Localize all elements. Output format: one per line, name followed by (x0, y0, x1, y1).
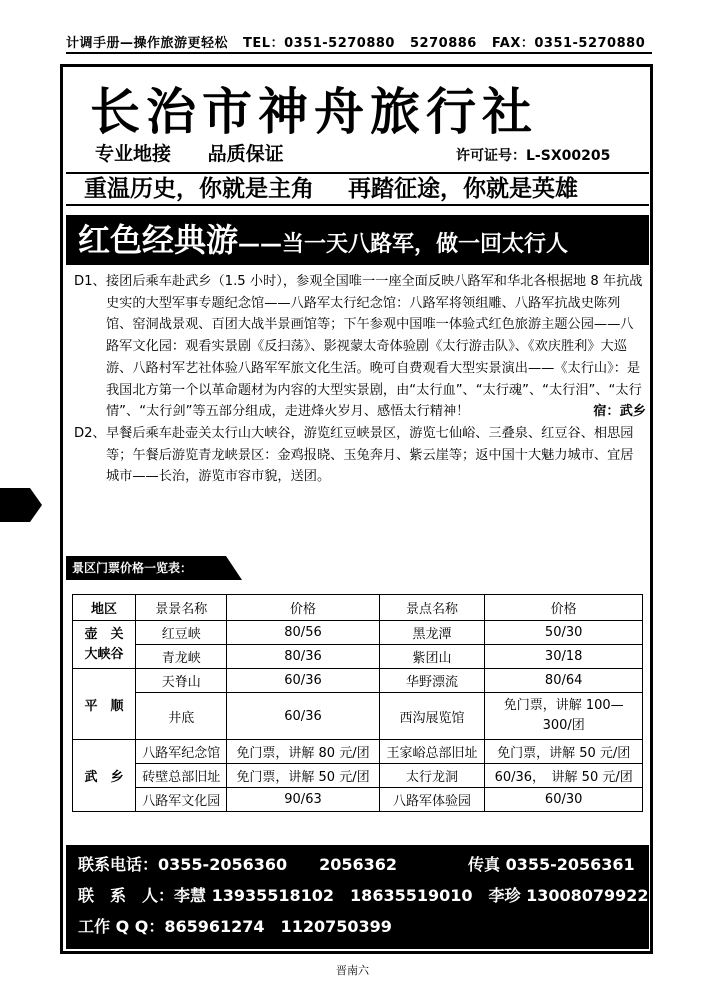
table-row (73, 788, 643, 812)
fax-label: 传真 (468, 855, 506, 874)
day-label: D1、 (74, 274, 106, 289)
site-price: 30/18 (485, 645, 643, 669)
site-price: 免门票，讲解 50 元/团 (485, 740, 643, 764)
fax-number: 0355-2056361 (505, 855, 635, 874)
license-number: 许可证号：L-SX00205 (456, 148, 611, 164)
fax-group (468, 849, 635, 880)
site-name: 黑龙潭 (379, 621, 485, 645)
contact-phone-row (78, 849, 637, 880)
qq-numbers: 865961274 1120750399 (164, 917, 392, 936)
banner-title: 红色经典游 (78, 221, 239, 259)
site-name: 井底 (136, 693, 227, 740)
phone-label: 联系电话： (78, 855, 159, 874)
phone-numbers: 0355-2056360 2056362 (158, 855, 398, 874)
table-header-row (73, 595, 643, 621)
site-price: 60/36， 讲解 50 元/团 (485, 764, 643, 788)
area-pingshun: 平 顺 (73, 669, 136, 740)
header-area: 地区 (73, 595, 136, 621)
prices-title (66, 556, 242, 580)
tel: TEL：0351-5270880 (243, 36, 395, 51)
site-price: 60/30 (485, 788, 643, 812)
tel2: 5270886 (410, 36, 477, 51)
price-line: 300/团 (542, 718, 585, 733)
banner-subtitle: ——当一天八路军，做一回太行人 (238, 232, 569, 257)
table-row (73, 764, 643, 788)
contact-person-row (78, 880, 649, 911)
site-name: 八路军文化园 (136, 788, 227, 812)
price-table (72, 594, 643, 812)
contact-box (66, 845, 649, 949)
site-price: 60/36 (227, 669, 379, 693)
site-name: 砖壁总部旧址 (136, 764, 227, 788)
tagline: 计调手册—操作旅游更轻松 (66, 36, 229, 51)
site-name: 青龙峡 (136, 645, 227, 669)
site-name: 太行龙洞 (379, 764, 485, 788)
site-price: 60/36 (227, 693, 379, 740)
header-site: 景点名称 (379, 595, 485, 621)
site-name: 天脊山 (136, 669, 227, 693)
site-price: 80/56 (227, 621, 379, 645)
agency-name: 长治市神舟旅行社 (90, 83, 538, 141)
area-line: 大峡谷 (84, 646, 124, 662)
slogan-2: 品质保证 (207, 143, 284, 165)
overnight: 宿：武乡 (593, 404, 646, 420)
top-info-bar (66, 32, 652, 54)
table-row (73, 621, 643, 645)
contact-qq-row (78, 911, 637, 942)
side-arrow-icon (0, 488, 42, 522)
person-numbers: 李慧 13935518102 18635519010 李珍 13008079922 (174, 886, 649, 905)
site-price: 免门票，讲解 80 元/团 (227, 740, 379, 764)
itinerary-day-2 (74, 423, 646, 488)
itinerary-day-1 (74, 271, 646, 423)
site-name: 红豆峡 (136, 621, 227, 645)
site-name: 王家峪总部旧址 (379, 740, 485, 764)
area-huguan (73, 621, 136, 669)
area-wuxiang: 武 乡 (73, 740, 136, 812)
table-row (73, 693, 643, 740)
site-name: 华野漂流 (379, 669, 485, 693)
site-price (485, 693, 643, 740)
table-row (73, 740, 643, 764)
itinerary (74, 271, 646, 488)
site-price: 80/36 (227, 645, 379, 669)
header-site: 景景名称 (136, 595, 227, 621)
motto-2: 再踏征途，你就是英雄 (348, 176, 579, 202)
slogan-1: 专业地接 (95, 143, 172, 165)
price-line: 免门票，讲解 100— (503, 698, 624, 713)
site-price: 80/64 (485, 669, 643, 693)
area-line: 壶 关 (84, 626, 124, 642)
prices-title-text: 景区门票价格一览表： (72, 561, 193, 575)
motto (66, 172, 649, 206)
day-label: D2、 (74, 425, 106, 441)
site-name: 八路军体验园 (379, 788, 485, 812)
page-number: 晋南六 (336, 964, 369, 977)
header-price: 价格 (485, 595, 643, 621)
site-name: 紫团山 (379, 645, 485, 669)
site-name: 八路军纪念馆 (136, 740, 227, 764)
header-price: 价格 (227, 595, 379, 621)
site-price: 50/30 (485, 621, 643, 645)
person-label: 联 系 人： (78, 886, 175, 905)
table-row (73, 669, 643, 693)
day-text: 早餐后乘车赴壶关太行山大峡谷，游览红豆峡景区，游览七仙峪、三叠泉、红豆谷、相思园等；午餐后游览青龙峡景区：金鸡报晓、玉兔奔月、紫云崖等；返中国十大魅力城市、宜居城市——长治，游览市容市貌，送团。 (106, 425, 634, 485)
fax: FAX：0351-5270880 (491, 36, 646, 51)
qq-label: 工作 Q Q： (78, 917, 165, 936)
tour-banner (66, 215, 649, 265)
site-price: 90/63 (227, 788, 379, 812)
site-price: 免门票，讲解 50 元/团 (227, 764, 379, 788)
motto-1: 重温历史，你就是主角 (84, 176, 314, 202)
day-text: 接团后乘车赴武乡（1.5 小时），参观全国唯一一座全面反映八路军和华北各根据地 8 年抗战史实的大型军事专题纪念馆——八路军太行纪念馆：八路军将领组雕、八路军抗战史陈列馆、窑洞战景观、百团大战半景画馆等；下午参观中国唯一体验式红色旅游主题公园——八路军文化园：观看实景剧《反扫荡》、影视蒙太奇体验剧《太行游击队》、《欢庆胜利》大巡游、八路村军艺社体验八路军军旅文化生活。晚可自费观看大型实景演出——《太行山》：是我国北方第一个以革命题材为内容的大型实景剧，由“太行血”、“太行魂”、“太行泪”、“太行情”、“太行剑”等五部分组成，走进烽火岁月、感悟太行精神！ (106, 274, 643, 420)
table-row (73, 645, 643, 669)
site-name: 西沟展览馆 (379, 693, 485, 740)
slogan (95, 139, 314, 166)
